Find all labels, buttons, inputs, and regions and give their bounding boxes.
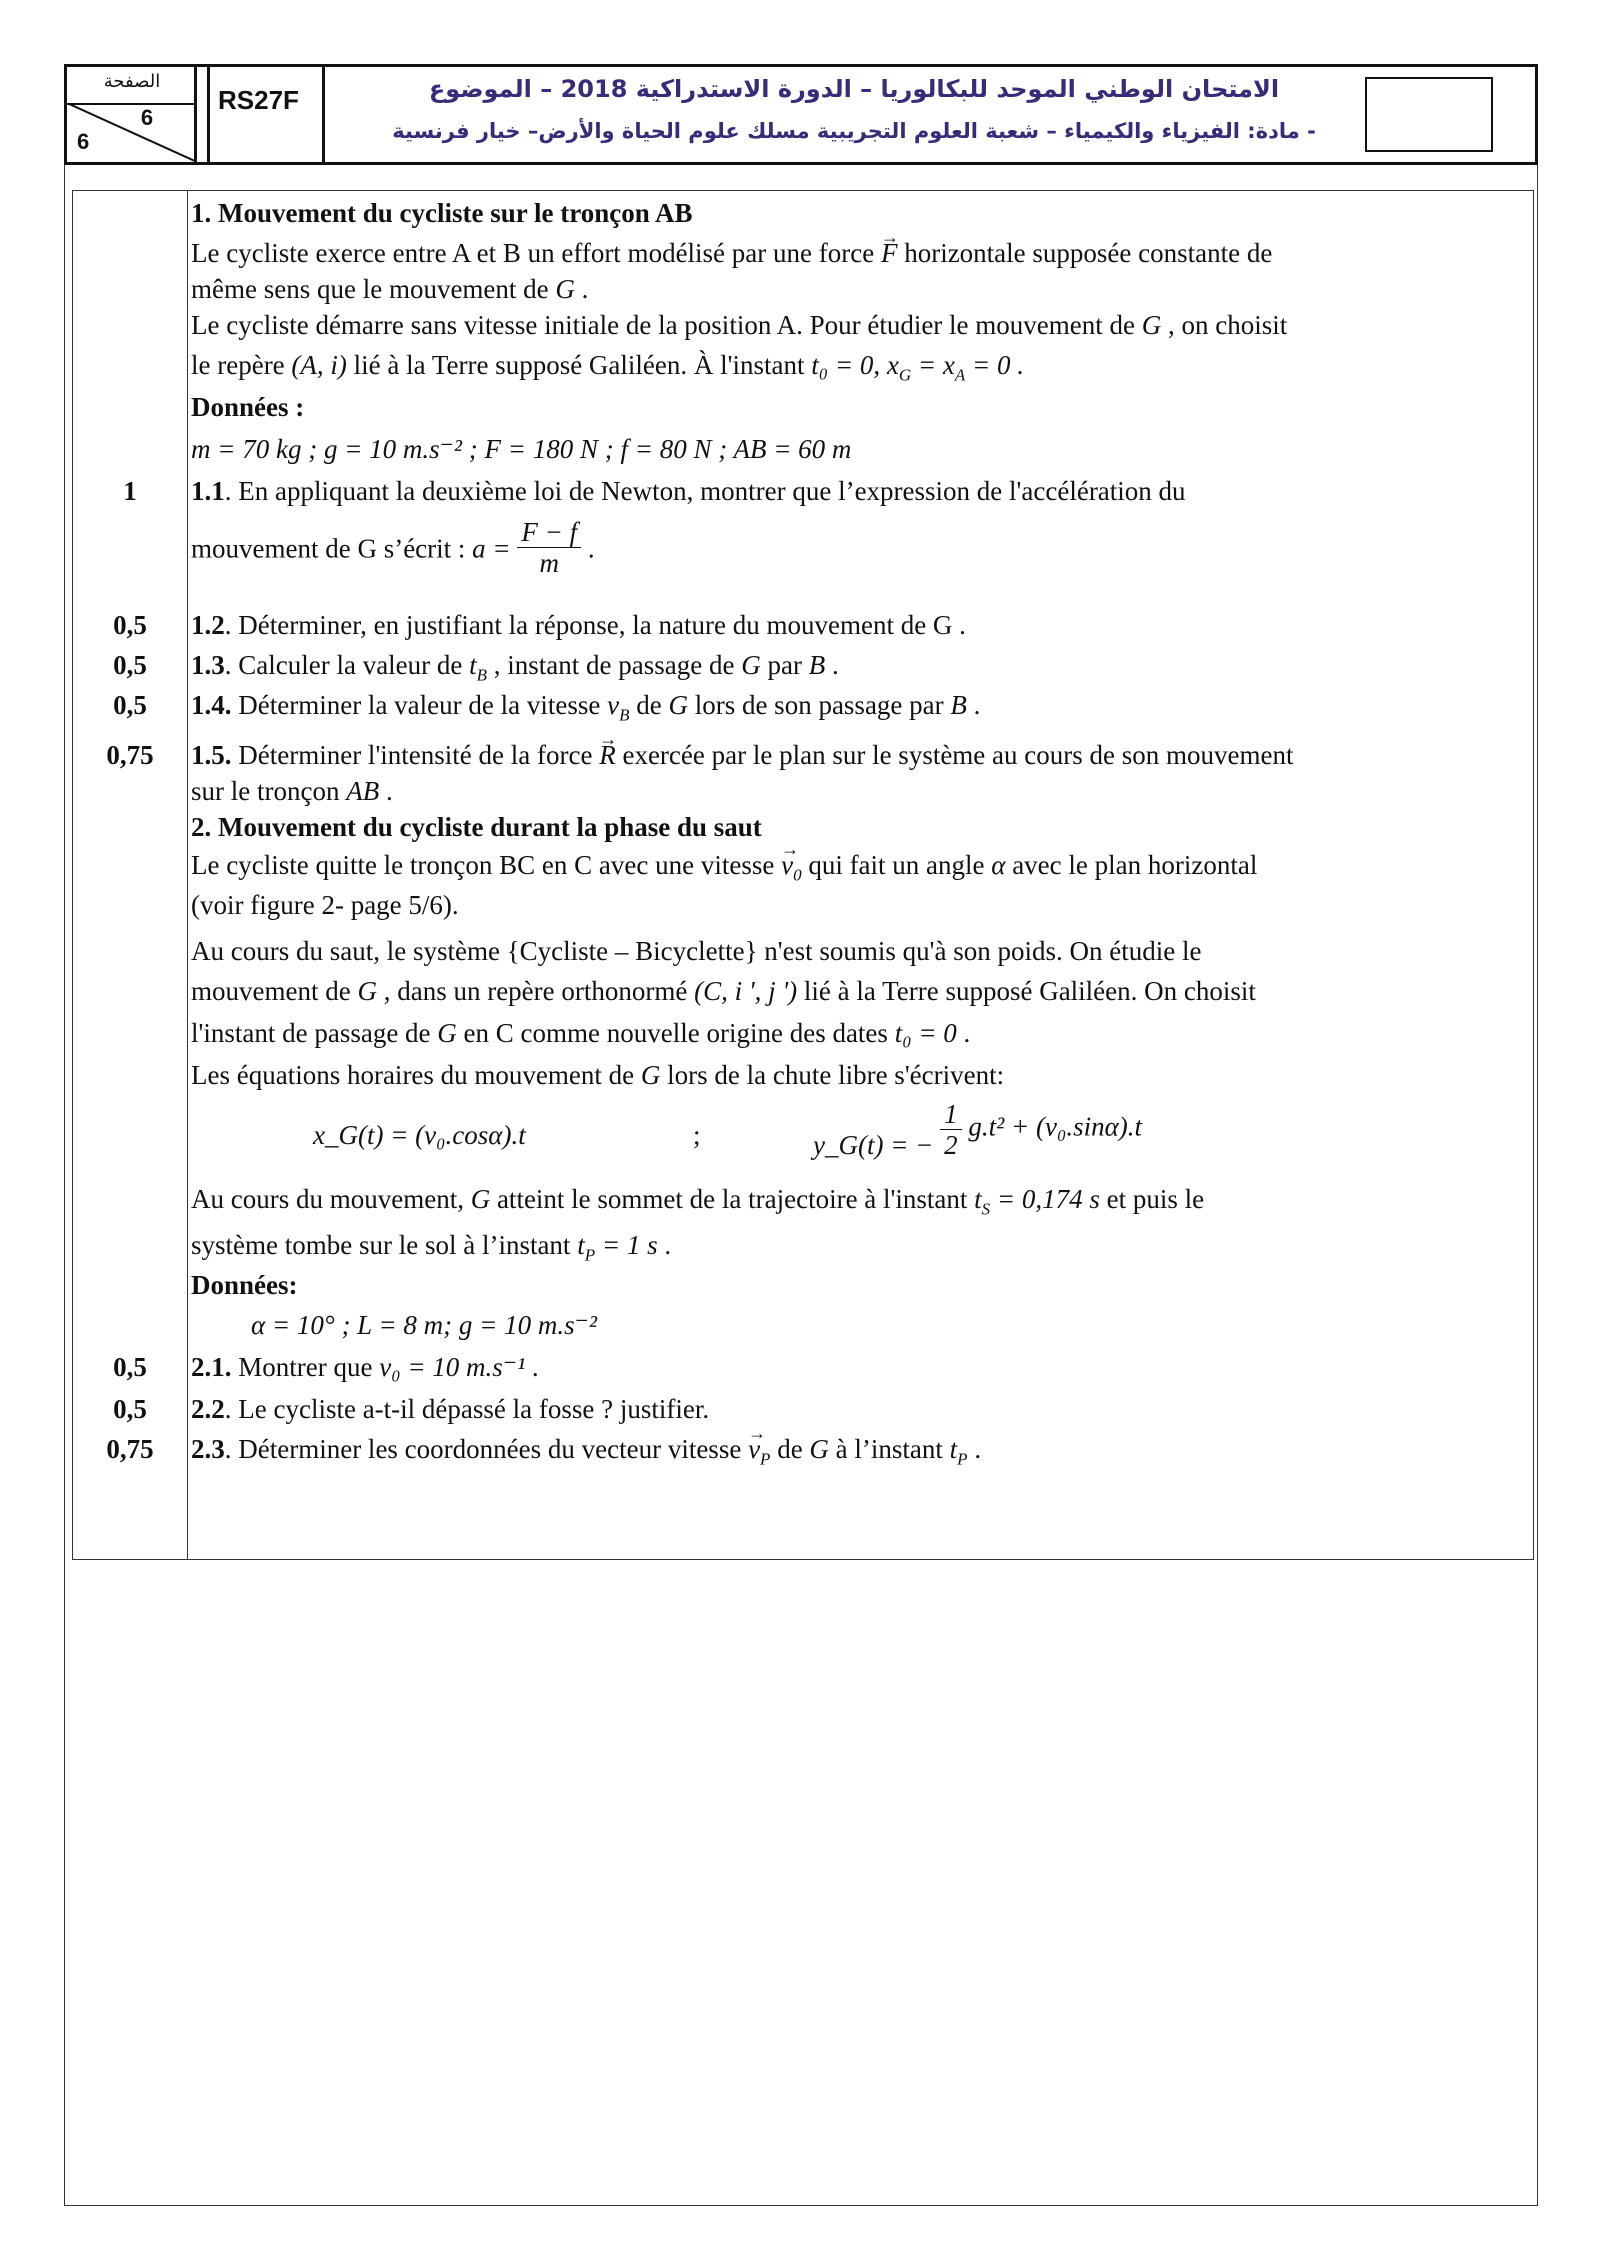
data-values-1: m = 70 kg ; g = 10 m.s⁻² ; F = 180 N ; f = 80 N ; AB = 60 m bbox=[191, 434, 852, 464]
exam-code: RS27F bbox=[207, 67, 325, 162]
acceleration-fraction: $\frac{F - f}{m}$ bbox=[517, 517, 581, 578]
page-total: 6 bbox=[77, 129, 90, 154]
page-current: 6 bbox=[140, 105, 154, 130]
points-2-1: 0,5 bbox=[113, 1352, 147, 1382]
equation-y: y_G(t) = − $\frac{1}{2}$ g.t² + (v₀.sinα).t bbox=[813, 1099, 1143, 1160]
force-F-symbol: → F bbox=[881, 235, 898, 271]
data-label-1: Données : bbox=[191, 392, 305, 422]
points-1-2: 0,5 bbox=[113, 610, 147, 640]
equations-row bbox=[73, 1099, 1535, 1171]
points-1-4: 0,5 bbox=[113, 690, 147, 720]
points-2-2: 0,5 bbox=[113, 1394, 147, 1424]
equation-separator: ; bbox=[693, 1120, 701, 1150]
page-number-box bbox=[67, 67, 197, 162]
frame-A-i: (A, i) bbox=[291, 350, 347, 380]
force-R-symbol: → R bbox=[599, 737, 616, 773]
page-label: الصفحة bbox=[103, 71, 161, 92]
exam-title-line2: - مادة: الفيزياء والكيمياء – شعبة العلوم التجريبية مسلك علوم الحياة والأرض– خيار فرنسية bbox=[392, 119, 1316, 143]
section-1-title: 1. Mouvement du cycliste sur le tronçon AB bbox=[191, 198, 693, 228]
data-values-2: α = 10° ; L = 8 m; g = 10 m.s⁻² bbox=[251, 1310, 597, 1340]
data-label-2: Données: bbox=[191, 1270, 298, 1300]
exam-title-line1: الامتحان الوطني الموحد للبكالوريا – الدورة الاستدراكية 2018 – الموضوع bbox=[428, 75, 1280, 103]
equation-x: x_G(t) = (v₀.cosα).t bbox=[313, 1120, 526, 1150]
exam-title bbox=[329, 67, 1379, 162]
points-2-3: 0,75 bbox=[106, 1434, 154, 1464]
points-1-5: 0,75 bbox=[106, 740, 154, 770]
exam-header bbox=[64, 64, 1538, 165]
points-1-3: 0,5 bbox=[113, 650, 147, 680]
blank-box bbox=[1365, 77, 1493, 152]
points-1-1: 1 bbox=[123, 476, 137, 506]
section-2-title: 2. Mouvement du cycliste durant la phase du saut bbox=[191, 812, 762, 842]
question-table: 1. Mouvement du cycliste sur le tronçon AB Le cycliste exerce entre A et B un effort modélisé par une force → F horizontale supposée constante de même sens que le mouvement de G . Le cycliste démarre sans vitesse initiale de la position A. Pour étudier le mouvement de G , on choisit le repère (A, i) lié à la Terre supposé Galiléen. À l'instant t₀ = 0, $x_G = x_A = 0$ . Données : m = 70 kg ; g = 10 m.s⁻² ; F = 180 N ; f = 80 N ; AB = 60 m 1 1.1. En appliquant la deuxième loi de Newton, montrer que l’expression de l'accélération du mouvement de G s’écrit : a = $\frac{F - f}{m}$ . 0,5 1.2. Déterminer, en justifiant la réponse, la nature du mouvement de G . 0,5 1.3. Calculer la valeur de $t_B$ , instant de passage de G par B . 0,5 1.4. Déterminer la valeur de la vitesse $v_B$ de G lors de son passage par B . 0,75 1.5. Déterminer l'intensité de la force → R exercée par le plan sur le système au cours de son mouvement sur le tronçon AB . 2. Mouvement du cycliste durant la phase du saut Le cycliste quitte le tronçon BC en C avec une vitesse → $v_0$ qui fait un angle α avec le plan horizontal (voir figure 2- page 5/6). Au cours du saut, le système {Cycliste – Bicyclette} n'est soumis qu'à son poids. On étudie le mouvement de G , dans un repère orthonormé (C, i ', j ') lié à la Terre supposé Galiléen. On choisit l'instant de passage de G en C comme nouvelle origine des dates t₀ = 0 . Les équations horaires du mouvement de G lors de la chute libre s'écrivent: x_G(t) = (v₀.cosα).t ; y_G(t) = − $\frac{1}{2}$ g.t² + (v₀.sinα).t Au cours du mouvement, G atteint le sommet de la trajectoire à l'instant $t_S = 0,174$ s et puis le système tombe sur le sol à l’instant $t_P = 1$ s . Données: α = 10° ; L = 8 m; g = 10 m.s⁻² 0,5 2.1. Montrer que v₀ = 10 m.s⁻¹ . 0,5 2.2. Le cycliste a-t-il dépassé la fosse ? justifier. 0,75 2.3. Déterminer les coordonnées du vecteur vitesse → $v_P$ de G à l’instant $t_P$ . bbox=[72, 190, 1534, 1560]
